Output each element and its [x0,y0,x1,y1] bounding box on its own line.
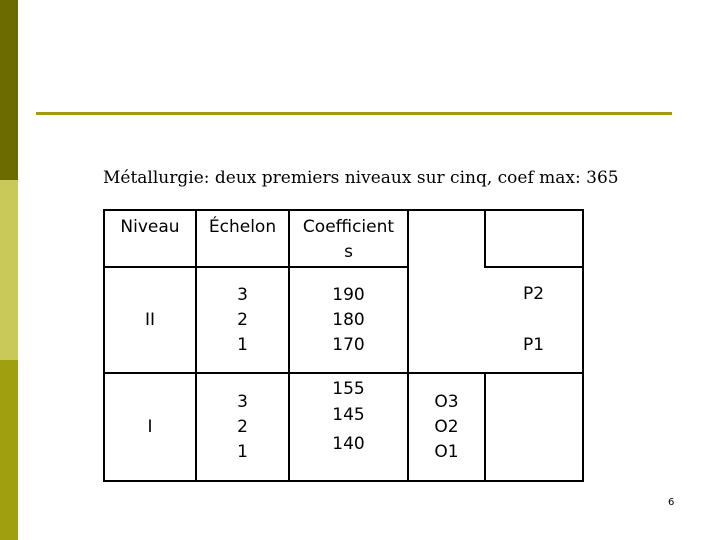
coefficient-value: 170 [332,334,365,355]
header-coefficient-line1: Coefficient [302,217,395,237]
header-niveau-label: Niveau [120,217,180,237]
table-row [104,373,583,481]
niveau-value: II [144,309,156,330]
table-header-row [104,210,583,267]
decor-bar-bottom [0,360,18,540]
coefficient-value: 180 [332,309,365,330]
niveau-cell [104,267,196,373]
echelon-value: 1 [237,334,248,355]
rank-value: O2 [434,416,459,437]
echelon-value: 1 [237,441,248,462]
empty-cell [408,267,485,373]
coefficient-cell [289,267,408,373]
coefficient-table [103,209,584,482]
table-row [104,267,583,373]
rank-value: O3 [434,391,459,412]
coefficient-value: 145 [332,405,365,425]
rank-value: P2 [522,284,545,304]
niveau-value: I [147,416,153,437]
title-rule [36,112,672,115]
header-coefficient-line2: s [344,242,353,262]
header-coefficient [289,210,408,267]
niveau-cell [104,373,196,481]
echelon-value: 2 [237,309,248,330]
coefficient-value: 155 [332,379,365,399]
page-number: 6 [668,497,675,508]
decor-bar-top [0,0,18,180]
header-empty-1 [408,210,485,267]
slide-title: Métallurgie: deux premiers niveaux sur cinq, coef max: 365 [103,168,619,188]
header-empty-2 [485,210,583,267]
rank-cell [408,373,485,481]
echelon-cell [196,373,289,481]
header-echelon-label: Échelon [208,217,277,237]
echelon-value: 3 [237,391,248,412]
echelon-value: 2 [237,416,248,437]
rank-value: O1 [434,441,459,462]
empty-cell [485,373,583,481]
echelon-value: 3 [237,284,248,305]
coefficient-value: 190 [332,284,365,305]
echelon-cell [196,267,289,373]
header-niveau [104,210,196,267]
rank-cell [485,267,583,373]
coefficient-cell [289,373,408,481]
coefficient-value: 140 [332,434,365,454]
rank-value: P1 [522,335,545,355]
decor-bar-middle [0,180,18,360]
header-echelon [196,210,289,267]
